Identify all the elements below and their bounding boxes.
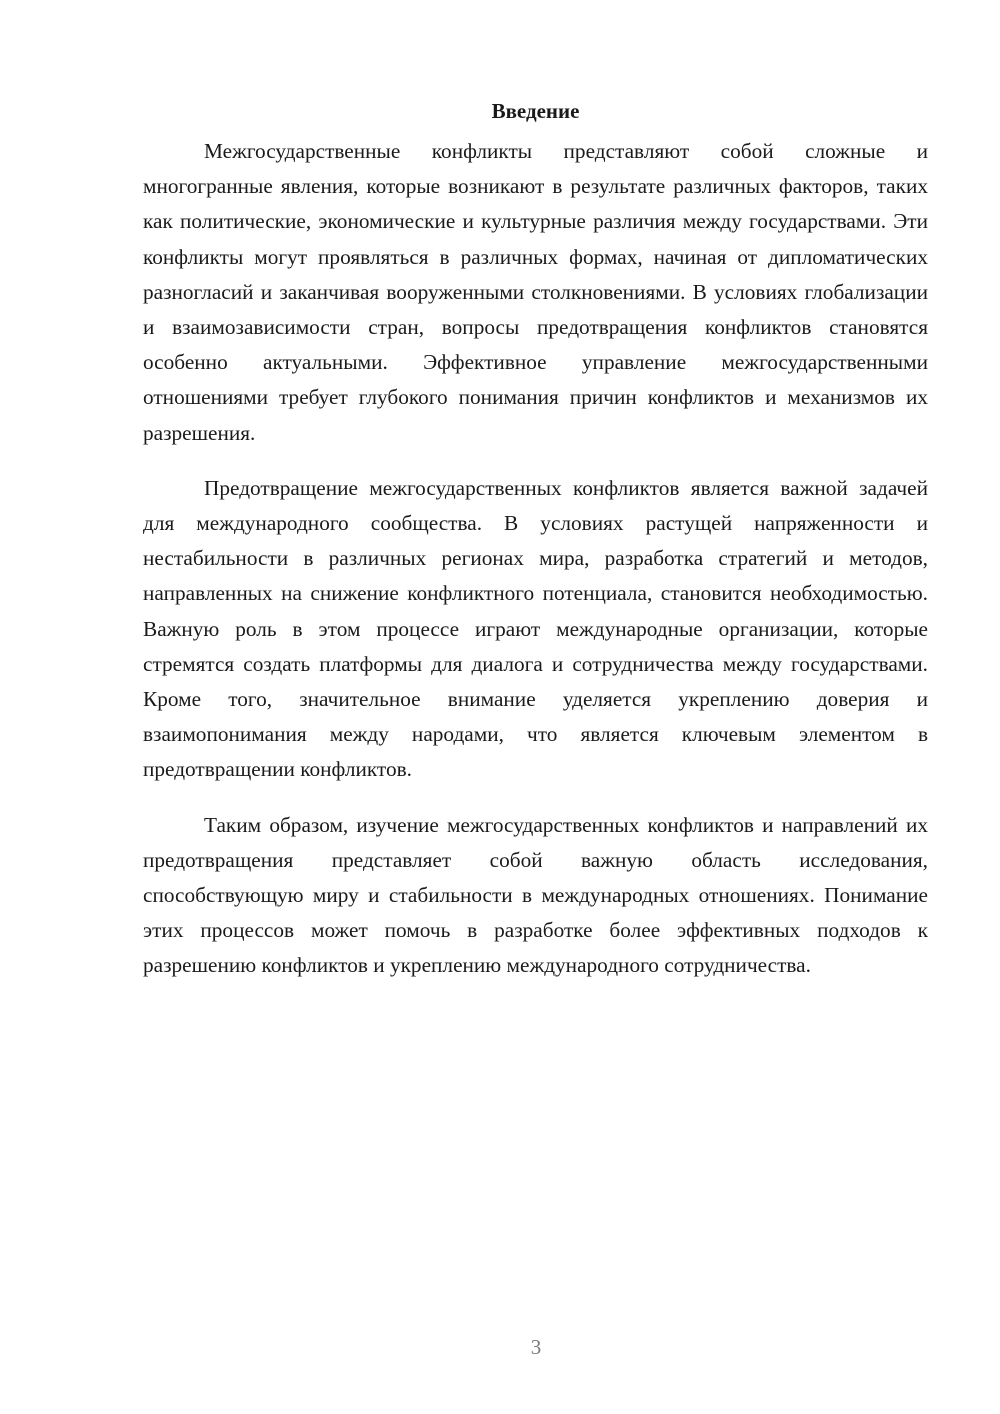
paragraph-3: Таким образом, изучение межгосударственных конфликтов и направлений их предотвращения представляет собой важную область исследования, способствующую миру и стабильности в международных отношениях. Понимание этих процессов может помочь в разработке более эффективных подходов к разрешению конфликтов и укреплению международного сотрудничества. xyxy=(143,812,928,978)
section-title: Введение xyxy=(491,99,580,123)
paragraph-1: Межгосударственные конфликты представляют собой сложные и многогранные явления, которые возникают в результате различных факторов, таких как политические, экономические и культурные различия между государствами. Эти конфликты могут проявляться в различных формах, начиная от дипломатических разногласий и заканчивая вооруженными столкновениями. В условиях глобализации и взаимозависимости стран, вопросы предотвращения конфликтов становятся особенно актуальными. Эффективное управление межгосударственными отношениями требует глубокого понимания причин конфликтов и механизмов их разрешения. xyxy=(143,139,928,445)
paragraph-2: Предотвращение межгосударственных конфликтов является важной задачей для международного сообщества. В условиях растущей напряженности и нестабильности в различных регионах мира, разработка стратегий и методов, направленных на снижение конфликтного потенциала, становится необходимостью. Важную роль в этом процессе играют международные организации, которые стремятся создать платформы для диалога и сотрудничества между государствами. Кроме того, значительное внимание уделяется укреплению доверия и взаимопонимания между народами, что является ключевым элементом в предотвращении конфликтов. xyxy=(143,475,928,782)
page-number: 3 xyxy=(530,1335,542,1359)
document-body xyxy=(143,96,928,1004)
